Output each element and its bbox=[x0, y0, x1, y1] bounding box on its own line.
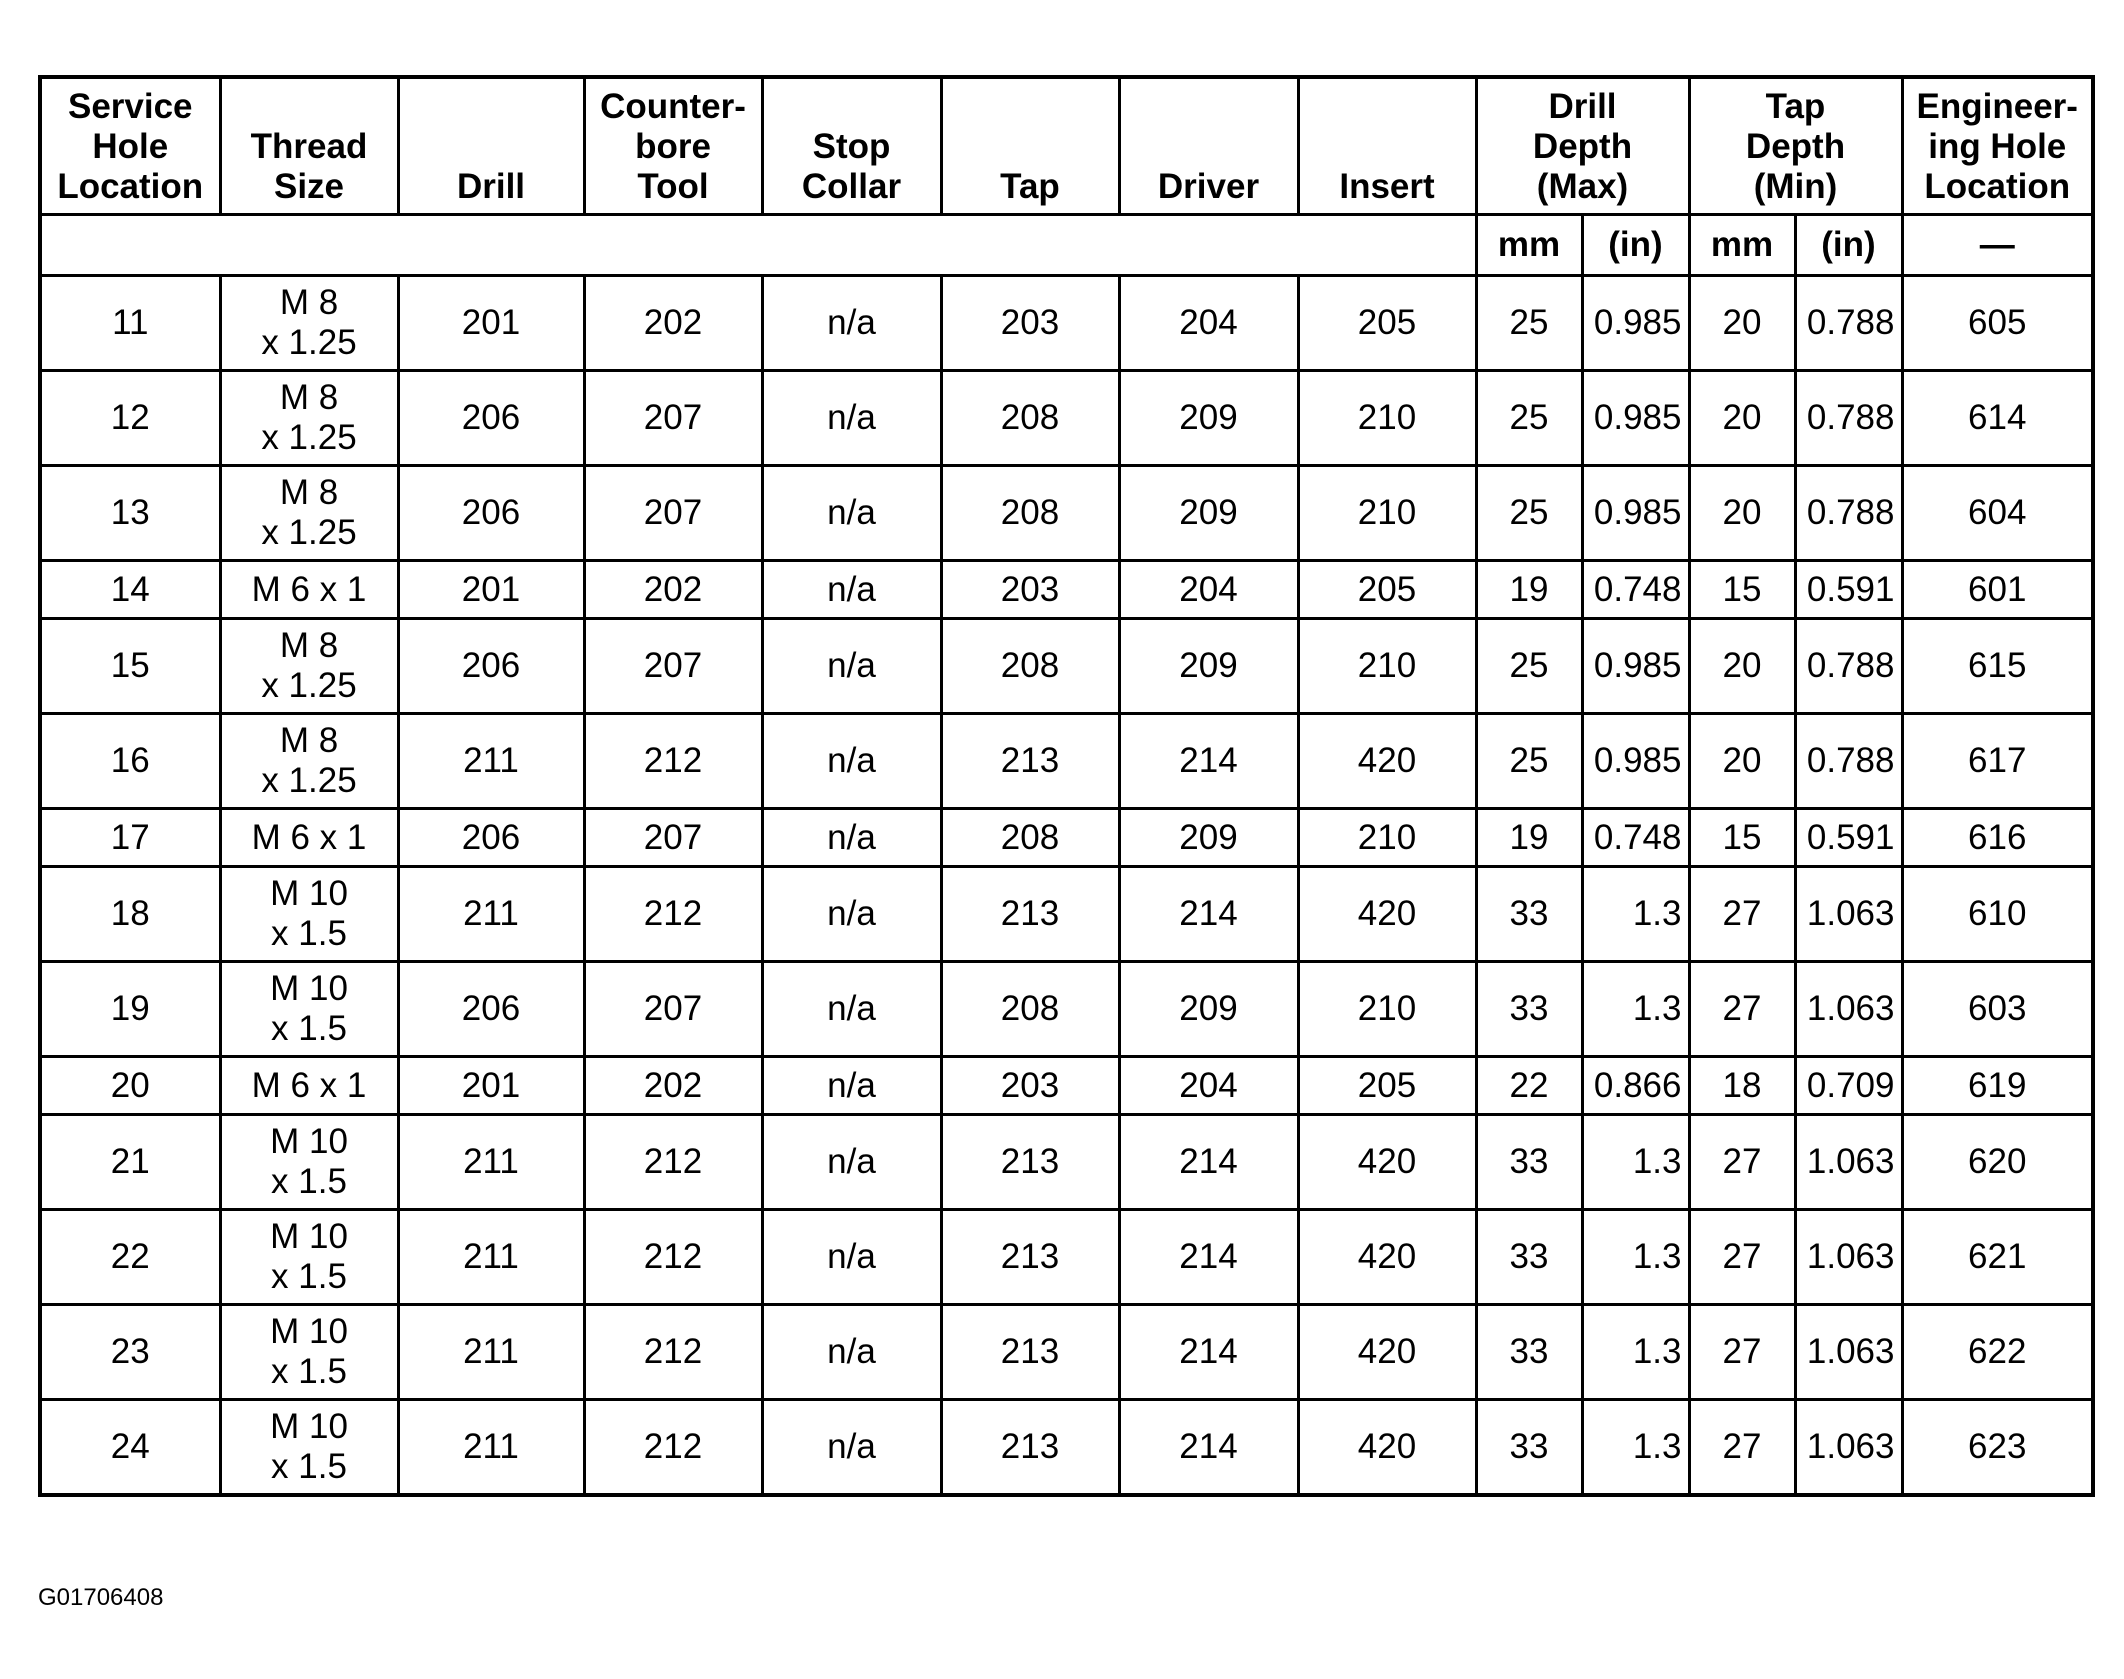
cell-service-hole-location: 22 bbox=[40, 1210, 220, 1305]
cell-insert: 420 bbox=[1298, 867, 1476, 962]
cell-drill-depth-mm: 25 bbox=[1476, 714, 1582, 809]
cell-drill: 206 bbox=[398, 809, 584, 867]
cell-tap: 208 bbox=[941, 371, 1119, 466]
cell-driver: 209 bbox=[1119, 962, 1298, 1057]
table-row bbox=[40, 561, 2093, 619]
cell-tap: 208 bbox=[941, 619, 1119, 714]
cell-driver: 214 bbox=[1119, 1305, 1298, 1400]
cell-insert: 210 bbox=[1298, 619, 1476, 714]
cell-drill: 211 bbox=[398, 714, 584, 809]
cell-stop-collar: n/a bbox=[762, 867, 941, 962]
cell-tap-depth-in: 1.063 bbox=[1795, 1210, 1902, 1305]
cell-tap-depth-in: 1.063 bbox=[1795, 1400, 1902, 1496]
cell-drill: 206 bbox=[398, 962, 584, 1057]
cell-insert: 210 bbox=[1298, 371, 1476, 466]
cell-stop-collar: n/a bbox=[762, 561, 941, 619]
cell-tap: 208 bbox=[941, 809, 1119, 867]
cell-thread-size: M 8 x 1.25 bbox=[220, 276, 398, 371]
table-row bbox=[40, 1210, 2093, 1305]
header-thread-size: Thread Size bbox=[220, 77, 398, 215]
table-row bbox=[40, 1305, 2093, 1400]
cell-engineering-hole-location: 601 bbox=[1902, 561, 2093, 619]
cell-counterbore-tool: 207 bbox=[584, 371, 762, 466]
cell-thread-size: M 8 x 1.25 bbox=[220, 619, 398, 714]
cell-driver: 214 bbox=[1119, 1210, 1298, 1305]
cell-counterbore-tool: 207 bbox=[584, 809, 762, 867]
cell-engineering-hole-location: 605 bbox=[1902, 276, 2093, 371]
cell-service-hole-location: 18 bbox=[40, 867, 220, 962]
cell-tap-depth-mm: 20 bbox=[1689, 371, 1795, 466]
cell-drill-depth-in: 1.3 bbox=[1582, 867, 1689, 962]
cell-driver: 214 bbox=[1119, 1115, 1298, 1210]
cell-service-hole-location: 15 bbox=[40, 619, 220, 714]
table-row bbox=[40, 809, 2093, 867]
cell-counterbore-tool: 212 bbox=[584, 867, 762, 962]
cell-engineering-hole-location: 621 bbox=[1902, 1210, 2093, 1305]
cell-drill: 211 bbox=[398, 1210, 584, 1305]
cell-tap-depth-in: 1.063 bbox=[1795, 962, 1902, 1057]
cell-thread-size: M 8 x 1.25 bbox=[220, 714, 398, 809]
cell-tap-depth-mm: 27 bbox=[1689, 1210, 1795, 1305]
cell-counterbore-tool: 212 bbox=[584, 1210, 762, 1305]
cell-service-hole-location: 21 bbox=[40, 1115, 220, 1210]
table-row bbox=[40, 867, 2093, 962]
cell-stop-collar: n/a bbox=[762, 1115, 941, 1210]
cell-tap-depth-in: 1.063 bbox=[1795, 1115, 1902, 1210]
table-row bbox=[40, 276, 2093, 371]
cell-service-hole-location: 24 bbox=[40, 1400, 220, 1496]
cell-tap-depth-mm: 20 bbox=[1689, 714, 1795, 809]
cell-driver: 214 bbox=[1119, 1400, 1298, 1496]
figure-id-label: G01706408 bbox=[38, 1584, 164, 1611]
cell-insert: 210 bbox=[1298, 809, 1476, 867]
cell-service-hole-location: 20 bbox=[40, 1057, 220, 1115]
cell-stop-collar: n/a bbox=[762, 371, 941, 466]
cell-drill: 211 bbox=[398, 1305, 584, 1400]
cell-thread-size: M 10 x 1.5 bbox=[220, 1115, 398, 1210]
cell-drill: 211 bbox=[398, 867, 584, 962]
cell-tap-depth-in: 0.709 bbox=[1795, 1057, 1902, 1115]
cell-tap-depth-mm: 15 bbox=[1689, 561, 1795, 619]
header-service-hole-location: Service Hole Location bbox=[40, 77, 220, 215]
cell-tap-depth-in: 0.591 bbox=[1795, 809, 1902, 867]
cell-thread-size: M 6 x 1 bbox=[220, 809, 398, 867]
cell-driver: 204 bbox=[1119, 561, 1298, 619]
header-drill-depth: Drill Depth (Max) bbox=[1476, 77, 1689, 215]
cell-engineering-hole-location: 619 bbox=[1902, 1057, 2093, 1115]
cell-drill-depth-in: 0.985 bbox=[1582, 714, 1689, 809]
header-counterbore-tool: Counter- bore Tool bbox=[584, 77, 762, 215]
cell-drill: 211 bbox=[398, 1115, 584, 1210]
cell-tap-depth-mm: 20 bbox=[1689, 276, 1795, 371]
cell-drill: 201 bbox=[398, 276, 584, 371]
header-driver: Driver bbox=[1119, 77, 1298, 215]
cell-thread-size: M 10 x 1.5 bbox=[220, 1210, 398, 1305]
cell-drill-depth-in: 1.3 bbox=[1582, 962, 1689, 1057]
cell-thread-size: M 6 x 1 bbox=[220, 1057, 398, 1115]
unit-drill-depth-in: (in) bbox=[1582, 215, 1689, 276]
cell-drill-depth-mm: 25 bbox=[1476, 276, 1582, 371]
cell-insert: 205 bbox=[1298, 276, 1476, 371]
table-row bbox=[40, 371, 2093, 466]
cell-stop-collar: n/a bbox=[762, 619, 941, 714]
cell-tap-depth-in: 1.063 bbox=[1795, 867, 1902, 962]
unit-engineering-dash: — bbox=[1902, 215, 2093, 276]
cell-service-hole-location: 13 bbox=[40, 466, 220, 561]
cell-tap: 203 bbox=[941, 1057, 1119, 1115]
cell-tap: 213 bbox=[941, 1115, 1119, 1210]
header-row bbox=[40, 77, 2093, 215]
cell-stop-collar: n/a bbox=[762, 1305, 941, 1400]
cell-drill-depth-mm: 22 bbox=[1476, 1057, 1582, 1115]
cell-engineering-hole-location: 617 bbox=[1902, 714, 2093, 809]
cell-tap-depth-in: 0.591 bbox=[1795, 561, 1902, 619]
cell-tap-depth-in: 0.788 bbox=[1795, 714, 1902, 809]
cell-service-hole-location: 11 bbox=[40, 276, 220, 371]
cell-insert: 420 bbox=[1298, 1305, 1476, 1400]
cell-tap: 208 bbox=[941, 962, 1119, 1057]
table-body bbox=[40, 276, 2093, 1496]
unit-tap-depth-mm: mm bbox=[1689, 215, 1795, 276]
cell-counterbore-tool: 207 bbox=[584, 619, 762, 714]
cell-stop-collar: n/a bbox=[762, 1400, 941, 1496]
cell-drill-depth-in: 0.748 bbox=[1582, 561, 1689, 619]
cell-drill-depth-in: 0.985 bbox=[1582, 619, 1689, 714]
cell-engineering-hole-location: 623 bbox=[1902, 1400, 2093, 1496]
table-row bbox=[40, 1057, 2093, 1115]
cell-drill-depth-in: 1.3 bbox=[1582, 1210, 1689, 1305]
cell-driver: 209 bbox=[1119, 466, 1298, 561]
cell-drill: 206 bbox=[398, 619, 584, 714]
cell-stop-collar: n/a bbox=[762, 962, 941, 1057]
cell-drill-depth-mm: 33 bbox=[1476, 867, 1582, 962]
cell-engineering-hole-location: 603 bbox=[1902, 962, 2093, 1057]
cell-engineering-hole-location: 610 bbox=[1902, 867, 2093, 962]
cell-counterbore-tool: 212 bbox=[584, 1305, 762, 1400]
header-tap: Tap bbox=[941, 77, 1119, 215]
cell-counterbore-tool: 207 bbox=[584, 962, 762, 1057]
cell-drill-depth-in: 0.866 bbox=[1582, 1057, 1689, 1115]
cell-driver: 209 bbox=[1119, 371, 1298, 466]
header-engineering-hole-location: Engineer- ing Hole Location bbox=[1902, 77, 2093, 215]
cell-thread-size: M 8 x 1.25 bbox=[220, 371, 398, 466]
cell-tap-depth-mm: 18 bbox=[1689, 1057, 1795, 1115]
cell-service-hole-location: 12 bbox=[40, 371, 220, 466]
cell-drill-depth-in: 1.3 bbox=[1582, 1305, 1689, 1400]
cell-drill-depth-mm: 19 bbox=[1476, 561, 1582, 619]
cell-tap-depth-mm: 27 bbox=[1689, 1305, 1795, 1400]
cell-tap: 213 bbox=[941, 714, 1119, 809]
cell-tap: 203 bbox=[941, 561, 1119, 619]
cell-insert: 210 bbox=[1298, 466, 1476, 561]
cell-counterbore-tool: 202 bbox=[584, 561, 762, 619]
cell-service-hole-location: 16 bbox=[40, 714, 220, 809]
cell-drill-depth-mm: 33 bbox=[1476, 1400, 1582, 1496]
units-row bbox=[40, 215, 2093, 276]
cell-insert: 420 bbox=[1298, 714, 1476, 809]
cell-insert: 205 bbox=[1298, 1057, 1476, 1115]
cell-tap-depth-in: 1.063 bbox=[1795, 1305, 1902, 1400]
cell-drill-depth-mm: 33 bbox=[1476, 962, 1582, 1057]
cell-stop-collar: n/a bbox=[762, 466, 941, 561]
cell-driver: 214 bbox=[1119, 714, 1298, 809]
table-row bbox=[40, 962, 2093, 1057]
cell-tap: 208 bbox=[941, 466, 1119, 561]
cell-tap: 213 bbox=[941, 1305, 1119, 1400]
cell-counterbore-tool: 212 bbox=[584, 1400, 762, 1496]
cell-driver: 214 bbox=[1119, 867, 1298, 962]
cell-drill-depth-mm: 25 bbox=[1476, 371, 1582, 466]
cell-tap-depth-mm: 27 bbox=[1689, 867, 1795, 962]
spec-table-container bbox=[38, 75, 2091, 1497]
cell-thread-size: M 8 x 1.25 bbox=[220, 466, 398, 561]
header-drill: Drill bbox=[398, 77, 584, 215]
cell-stop-collar: n/a bbox=[762, 714, 941, 809]
cell-drill-depth-mm: 33 bbox=[1476, 1305, 1582, 1400]
cell-tap-depth-in: 0.788 bbox=[1795, 619, 1902, 714]
cell-thread-size: M 10 x 1.5 bbox=[220, 1305, 398, 1400]
cell-driver: 209 bbox=[1119, 809, 1298, 867]
cell-drill-depth-in: 0.985 bbox=[1582, 276, 1689, 371]
cell-tap-depth-mm: 20 bbox=[1689, 619, 1795, 714]
cell-drill-depth-mm: 33 bbox=[1476, 1210, 1582, 1305]
cell-insert: 420 bbox=[1298, 1210, 1476, 1305]
cell-service-hole-location: 17 bbox=[40, 809, 220, 867]
cell-stop-collar: n/a bbox=[762, 276, 941, 371]
cell-driver: 209 bbox=[1119, 619, 1298, 714]
cell-engineering-hole-location: 620 bbox=[1902, 1115, 2093, 1210]
table-row bbox=[40, 466, 2093, 561]
header-tap-depth: Tap Depth (Min) bbox=[1689, 77, 1902, 215]
cell-engineering-hole-location: 614 bbox=[1902, 371, 2093, 466]
cell-service-hole-location: 14 bbox=[40, 561, 220, 619]
table-row bbox=[40, 714, 2093, 809]
cell-drill-depth-in: 0.748 bbox=[1582, 809, 1689, 867]
cell-drill: 211 bbox=[398, 1400, 584, 1496]
cell-counterbore-tool: 207 bbox=[584, 466, 762, 561]
table-row bbox=[40, 1115, 2093, 1210]
header-insert: Insert bbox=[1298, 77, 1476, 215]
cell-tap-depth-mm: 27 bbox=[1689, 1400, 1795, 1496]
cell-drill: 206 bbox=[398, 371, 584, 466]
cell-counterbore-tool: 212 bbox=[584, 714, 762, 809]
units-blank-cell bbox=[40, 215, 1476, 276]
cell-engineering-hole-location: 604 bbox=[1902, 466, 2093, 561]
cell-tap: 203 bbox=[941, 276, 1119, 371]
cell-tap-depth-mm: 27 bbox=[1689, 1115, 1795, 1210]
cell-tap-depth-in: 0.788 bbox=[1795, 371, 1902, 466]
cell-drill-depth-in: 1.3 bbox=[1582, 1115, 1689, 1210]
cell-engineering-hole-location: 622 bbox=[1902, 1305, 2093, 1400]
cell-stop-collar: n/a bbox=[762, 1057, 941, 1115]
cell-thread-size: M 10 x 1.5 bbox=[220, 867, 398, 962]
cell-drill-depth-mm: 33 bbox=[1476, 1115, 1582, 1210]
cell-tap-depth-mm: 27 bbox=[1689, 962, 1795, 1057]
cell-drill: 201 bbox=[398, 561, 584, 619]
cell-driver: 204 bbox=[1119, 276, 1298, 371]
cell-insert: 205 bbox=[1298, 561, 1476, 619]
table-row bbox=[40, 1400, 2093, 1496]
cell-drill-depth-mm: 25 bbox=[1476, 466, 1582, 561]
service-hole-spec-table bbox=[38, 75, 2095, 1497]
cell-insert: 210 bbox=[1298, 962, 1476, 1057]
cell-tap: 213 bbox=[941, 867, 1119, 962]
cell-insert: 420 bbox=[1298, 1115, 1476, 1210]
cell-thread-size: M 6 x 1 bbox=[220, 561, 398, 619]
cell-drill-depth-mm: 25 bbox=[1476, 619, 1582, 714]
cell-drill: 206 bbox=[398, 466, 584, 561]
cell-tap-depth-in: 0.788 bbox=[1795, 276, 1902, 371]
cell-driver: 204 bbox=[1119, 1057, 1298, 1115]
cell-engineering-hole-location: 615 bbox=[1902, 619, 2093, 714]
cell-tap: 213 bbox=[941, 1400, 1119, 1496]
cell-service-hole-location: 23 bbox=[40, 1305, 220, 1400]
cell-counterbore-tool: 202 bbox=[584, 1057, 762, 1115]
cell-drill: 201 bbox=[398, 1057, 584, 1115]
cell-drill-depth-in: 1.3 bbox=[1582, 1400, 1689, 1496]
cell-engineering-hole-location: 616 bbox=[1902, 809, 2093, 867]
table-row bbox=[40, 619, 2093, 714]
cell-counterbore-tool: 202 bbox=[584, 276, 762, 371]
cell-stop-collar: n/a bbox=[762, 1210, 941, 1305]
header-stop-collar: Stop Collar bbox=[762, 77, 941, 215]
cell-tap-depth-mm: 20 bbox=[1689, 466, 1795, 561]
cell-service-hole-location: 19 bbox=[40, 962, 220, 1057]
cell-tap-depth-in: 0.788 bbox=[1795, 466, 1902, 561]
unit-drill-depth-mm: mm bbox=[1476, 215, 1582, 276]
cell-thread-size: M 10 x 1.5 bbox=[220, 962, 398, 1057]
cell-thread-size: M 10 x 1.5 bbox=[220, 1400, 398, 1496]
unit-tap-depth-in: (in) bbox=[1795, 215, 1902, 276]
cell-drill-depth-in: 0.985 bbox=[1582, 371, 1689, 466]
cell-tap-depth-mm: 15 bbox=[1689, 809, 1795, 867]
cell-stop-collar: n/a bbox=[762, 809, 941, 867]
cell-insert: 420 bbox=[1298, 1400, 1476, 1496]
cell-drill-depth-in: 0.985 bbox=[1582, 466, 1689, 561]
cell-drill-depth-mm: 19 bbox=[1476, 809, 1582, 867]
cell-counterbore-tool: 212 bbox=[584, 1115, 762, 1210]
cell-tap: 213 bbox=[941, 1210, 1119, 1305]
